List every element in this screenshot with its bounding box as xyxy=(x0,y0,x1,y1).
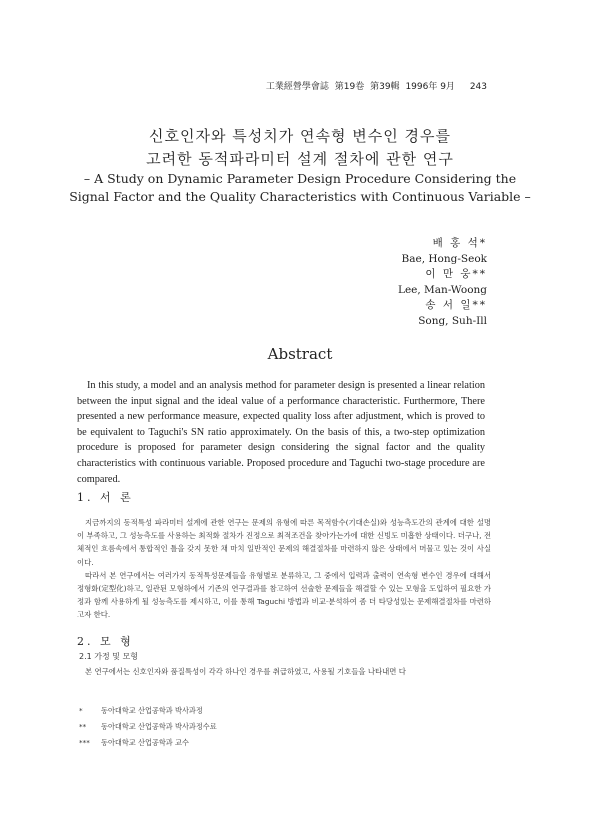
abstract-body xyxy=(77,378,485,487)
footnote-2-mark: ** xyxy=(79,722,87,731)
author-list xyxy=(398,236,487,329)
journal-header xyxy=(263,79,487,92)
footnote-3-mark: *** xyxy=(79,738,90,747)
english-title-line1: – A Study on Dynamic Parameter Design Procedure Considering the xyxy=(83,171,517,186)
section-1-paragraph-1: 지금까지의 동적특성 파라미터 설계에 관한 연구는 문제의 유형에 따른 목적함수(기대손실)와 성능측도간의 관계에 대한 설명이 부족하고, 그 성능측도를 사용하는 최적화 절차가 진정으로 최적조건을 찾아가는가에 대한 신빙도 미흡한 상태이다. 더구나, 전체적인 흐름속에서 통합적인 틀을 갖지 못한 채 마치 일반적인 문제의 해결절차를 마련하지 않은 상태에서 머물고 있는 것이 사실이다. xyxy=(77,518,491,567)
page-number: 243 xyxy=(469,82,487,92)
section-2-paragraph-1: 본 연구에서는 신호인자와 품질특성이 각각 하나인 경우를 취급하였고, 사용될 기호들을 나타내면 다 xyxy=(85,667,406,676)
korean-title-line2: 고려한 동적파라미터 설계 절차에 관한 연구 xyxy=(146,150,454,168)
english-title-line2: Signal Factor and the Quality Characteristics with Continuous Variable – xyxy=(69,189,531,204)
author-1-english: Bae, Hong-Seok xyxy=(401,252,487,265)
journal-date: 1996年 9月 xyxy=(405,82,455,92)
section-1-paragraph-2: 따라서 본 연구에서는 여러가지 동적특성문제들을 유형별로 분류하고, 그 중에서 입력과 출력이 연속형 변수인 경우에 대해서 정형화(定型化)하고, 일관된 모형하에서 기존의 연구결과를 참고하여 선술한 문제들을 해결할 수 있는 모형을 도입하여 필요한 가정과 함께 사용하게 될 성능측도를 제시하고, 이를 통해 Taguchi 방법과 비교·분석하여 좀 더 타당성있는 문제해결절차를 마련하고자 한다. xyxy=(77,570,491,620)
footnote-1-text: 동아대학교 산업공학과 박사과정 xyxy=(101,706,203,715)
footnote-1 xyxy=(79,703,499,719)
author-3-english: Song, Suh-Ill xyxy=(418,314,487,327)
footnote-1-mark: * xyxy=(79,706,83,715)
subsection-2-1-heading: 2.1 가정 및 모형 xyxy=(79,652,138,661)
korean-title xyxy=(0,125,600,171)
footnote-3-text: 동아대학교 산업공학과 교수 xyxy=(101,738,189,747)
footnote-2-text: 동아대학교 산업공학과 박사과정수료 xyxy=(101,722,217,731)
author-3-korean: 송 서 일** xyxy=(425,299,487,311)
footnote-2 xyxy=(79,719,499,735)
abstract-text: In this study, a model and an analysis method for parameter design is presented a linear relation between the input signal and the ideal value of a performance characteristic. Furthermore, There presented a new performance measure, expected quality loss after adjustment, which is proved to be equivalent to Taguchi's SN ratio approximately. On the basis of this, a two-step optimization procedure is proposed for parameter design considering the signal factor and the quality characteristics with continuous variable. Proposed procedure and Taguchi two-stage procedure are compared. xyxy=(77,380,485,485)
section-2-heading: 2. 모 형 xyxy=(77,635,134,648)
footnotes xyxy=(79,703,499,751)
english-title xyxy=(0,170,600,206)
author-2-english: Lee, Man-Woong xyxy=(397,283,487,296)
author-1-korean: 배 홍 석* xyxy=(432,237,487,249)
author-2-korean: 이 만 웅** xyxy=(425,268,487,280)
abstract-heading: Abstract xyxy=(267,345,333,363)
korean-title-line1: 신호인자와 특성치가 연속형 변수인 경우를 xyxy=(149,127,451,145)
footnote-3 xyxy=(79,735,499,751)
journal-name: 工業經營學會誌 xyxy=(265,82,329,92)
journal-issue: 第39輯 xyxy=(370,82,400,92)
section-1-heading: 1. 서 론 xyxy=(77,491,134,504)
journal-volume: 第19卷 xyxy=(334,82,365,92)
section-1-body xyxy=(77,516,491,622)
